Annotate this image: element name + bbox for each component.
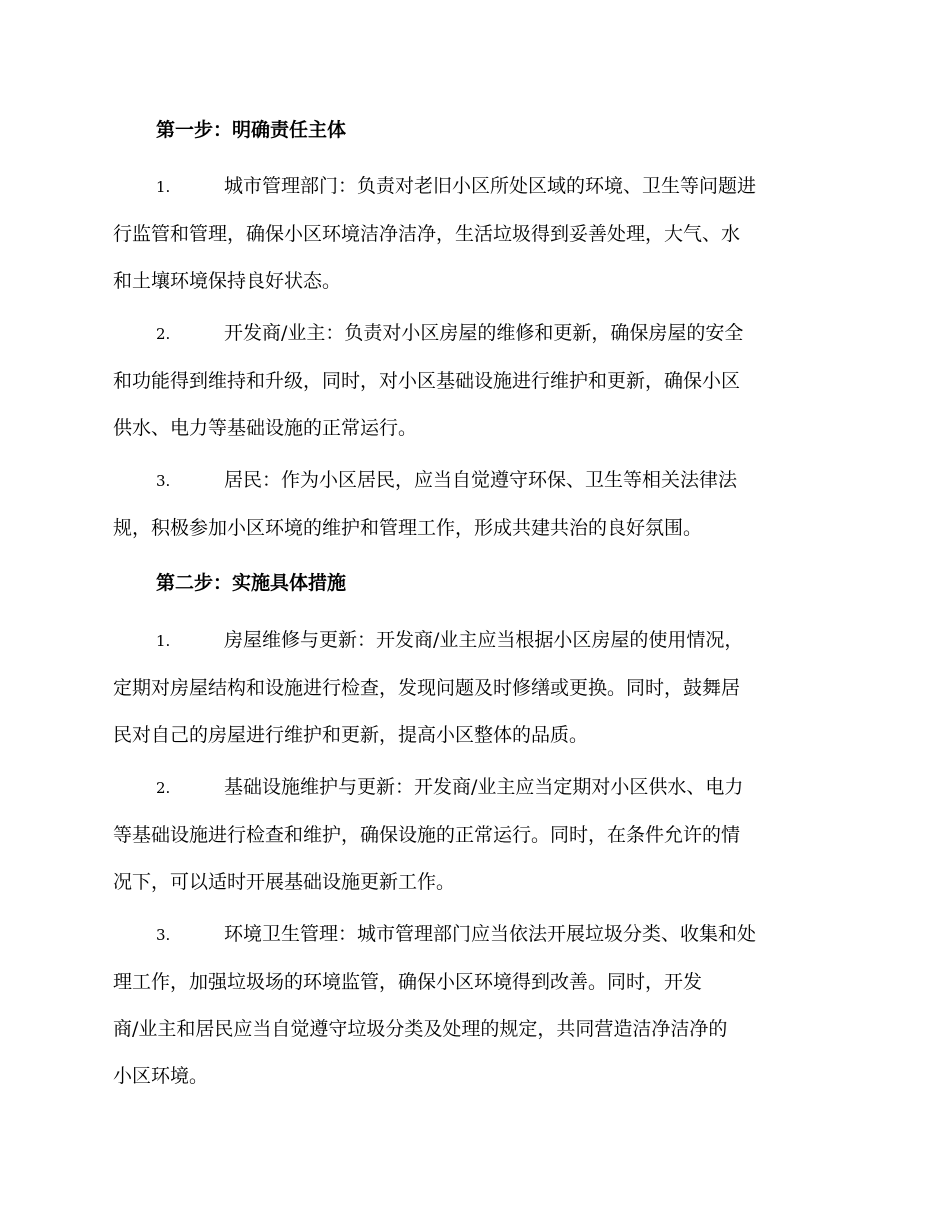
list-item-number: 1. [156, 178, 171, 196]
list-item-2-3 [113, 911, 838, 1100]
list-item-number: 3. [156, 926, 171, 944]
section-heading-1: 第一步：明确责任主体 [156, 119, 347, 141]
list-item-text: 基础设施维护与更新：开发商/业主应当定期对小区供水、电力 [224, 776, 744, 798]
list-item-text: 民对自己的房屋进行维护和更新，提高小区整体的品质。 [113, 724, 589, 746]
list-item-text: 定期对房屋结构和设施进行检查，发现问题及时修缮或更换。同时，鼓舞居 [113, 677, 741, 699]
list-item-1-3 [113, 457, 838, 552]
list-item-first-line [113, 764, 838, 812]
list-item-number: 2. [156, 325, 171, 343]
list-item-number: 1. [156, 632, 171, 650]
list-item-number: 2. [156, 779, 171, 797]
list-item-text: 商/业主和居民应当自觉遵守垃圾分类及处理的规定，共同营造洁净洁净的 [113, 1018, 728, 1040]
list-item-first-line [113, 911, 838, 959]
section-heading-2: 第二步：实施具体措施 [156, 572, 347, 594]
list-item-text: 和土壤环境保持良好状态。 [113, 270, 342, 292]
list-item-text: 况下，可以适时开展基础设施更新工作。 [113, 871, 456, 893]
list-item-text: 理工作，加强垃圾场的环境监管，确保小区环境得到改善。同时，开发 [113, 971, 703, 993]
list-item-2-1 [113, 617, 838, 759]
list-item-first-line [113, 457, 838, 505]
list-item-2-2 [113, 764, 838, 906]
list-item-text: 行监管和管理，确保小区环境洁净洁净，生活垃圾得到妥善处理，大气、水 [113, 223, 741, 245]
list-item-text: 规，积极参加小区环境的维护和管理工作，形成共建共治的良好氛围。 [113, 517, 703, 539]
list-item-text: 开发商/业主：负责对小区房屋的维修和更新，确保房屋的安全 [224, 322, 744, 344]
list-item-text: 环境卫生管理：城市管理部门应当依法开展垃圾分类、收集和处 [224, 923, 757, 945]
list-item-text: 居民：作为小区居民，应当自觉遵守环保、卫生等相关法律法 [224, 469, 738, 491]
list-item-number: 3. [156, 472, 171, 490]
list-item-text: 和功能得到维持和升级，同时，对小区基础设施进行维护和更新，确保小区 [113, 370, 741, 392]
list-item-text: 等基础设施进行检查和维护，确保设施的正常运行。同时，在条件允许的情 [113, 824, 741, 846]
list-item-first-line [113, 617, 838, 665]
list-item-first-line [113, 310, 838, 358]
list-item-text: 城市管理部门：负责对老旧小区所处区域的环境、卫生等问题进 [224, 175, 757, 197]
list-item-text: 小区环境。 [113, 1065, 209, 1087]
list-item-1-1 [113, 163, 838, 305]
list-item-text: 供水、电力等基础设施的正常运行。 [113, 417, 418, 439]
list-item-first-line [113, 163, 838, 211]
list-item-text: 房屋维修与更新：开发商/业主应当根据小区房屋的使用情况， [224, 629, 744, 651]
list-item-1-2 [113, 310, 838, 452]
